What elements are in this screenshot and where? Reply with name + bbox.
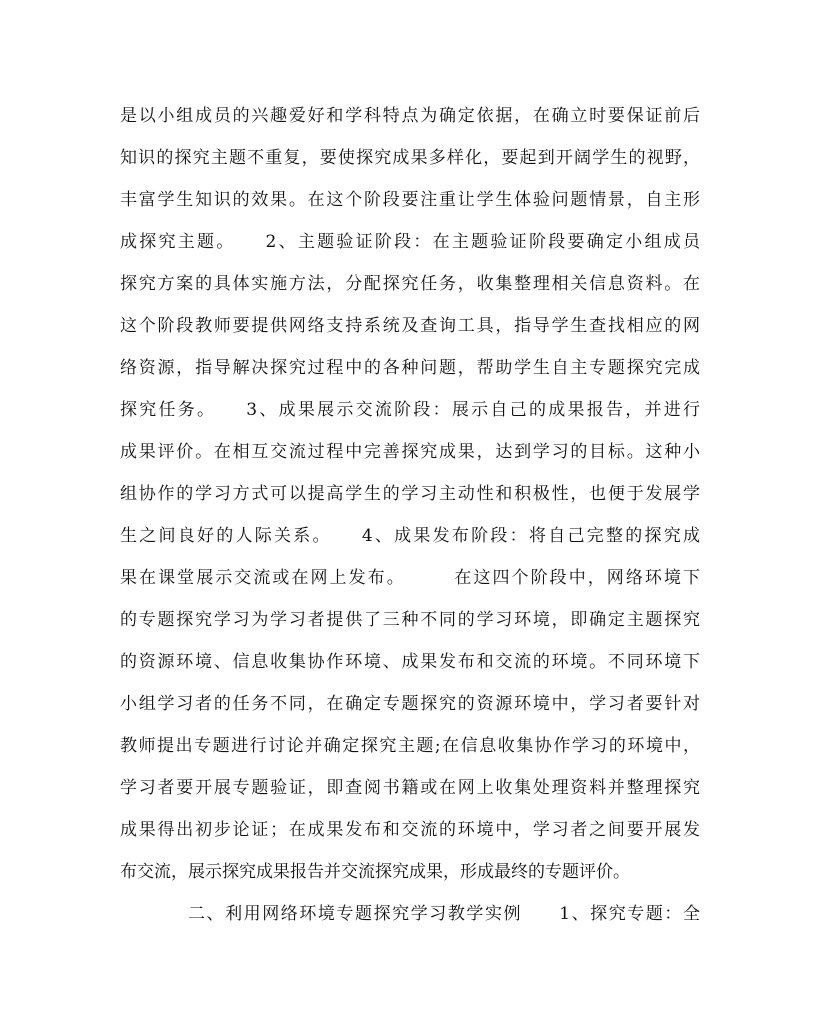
- body-text-line: 成果评价。在相互交流过程中完善探究成果，达到学习的目标。这种小: [120, 442, 700, 462]
- body-text-line: 生之间良好的人际关系。 4、成果发布阶段：将自己完整的探究成: [120, 526, 700, 546]
- body-text-line: 这个阶段教师要提供网络支持系统及查询工具，指导学生查找相应的网: [120, 316, 700, 336]
- body-text-line: 络资源，指导解决探究过程中的各种问题，帮助学生自主专题探究完成: [120, 358, 700, 378]
- body-text-line: 知识的探究主题不重复，要使探究成果多样化，要起到开阔学生的视野，: [120, 148, 700, 168]
- body-text-line: 果在课堂展示交流或在网上发布。 在这四个阶段中，网络环境下: [120, 568, 700, 588]
- body-text-line: 成果得出初步论证；在成果发布和交流的环境中，学习者之间要开展发: [120, 820, 700, 840]
- body-text-line: 探究任务。 3、成果展示交流阶段：展示自己的成果报告，并进行: [120, 400, 700, 420]
- body-text-line: 探究方案的具体实施方法，分配探究任务，收集整理相关信息资料。在: [120, 274, 700, 294]
- body-text-line: 的资源环境、信息收集协作环境、成果发布和交流的环境。不同环境下: [120, 652, 700, 672]
- body-text-line: 的专题探究学习为学习者提供了三种不同的学习环境，即确定主题探究: [120, 610, 700, 630]
- body-text-line: 组协作的学习方式可以提高学生的学习主动性和积极性，也便于发展学: [120, 484, 700, 504]
- section-heading-line: 二、利用网络环境专题探究学习教学实例 1、探究专题：全: [188, 904, 700, 924]
- body-text-line: 学习者要开展专题验证，即查阅书籍或在网上收集处理资料并整理探究: [120, 778, 700, 798]
- body-text-line: 成探究主题。 2、主题验证阶段：在主题验证阶段要确定小组成员: [120, 232, 700, 252]
- body-text-line: 布交流，展示探究成果报告并交流探究成果，形成最终的专题评价。: [120, 862, 630, 882]
- body-text-line: 教师提出专题进行讨论并确定探究主题;在信息收集协作学习的环境中，: [120, 736, 700, 756]
- body-text-line: 小组学习者的任务不同，在确定专题探究的资源环境中，学习者要针对: [120, 694, 700, 714]
- body-text-line: 丰富学生知识的效果。在这个阶段要注重让学生体验问题情景，自主形: [120, 190, 700, 210]
- body-text-line: 是以小组成员的兴趣爱好和学科特点为确定依据，在确立时要保证前后: [120, 106, 700, 126]
